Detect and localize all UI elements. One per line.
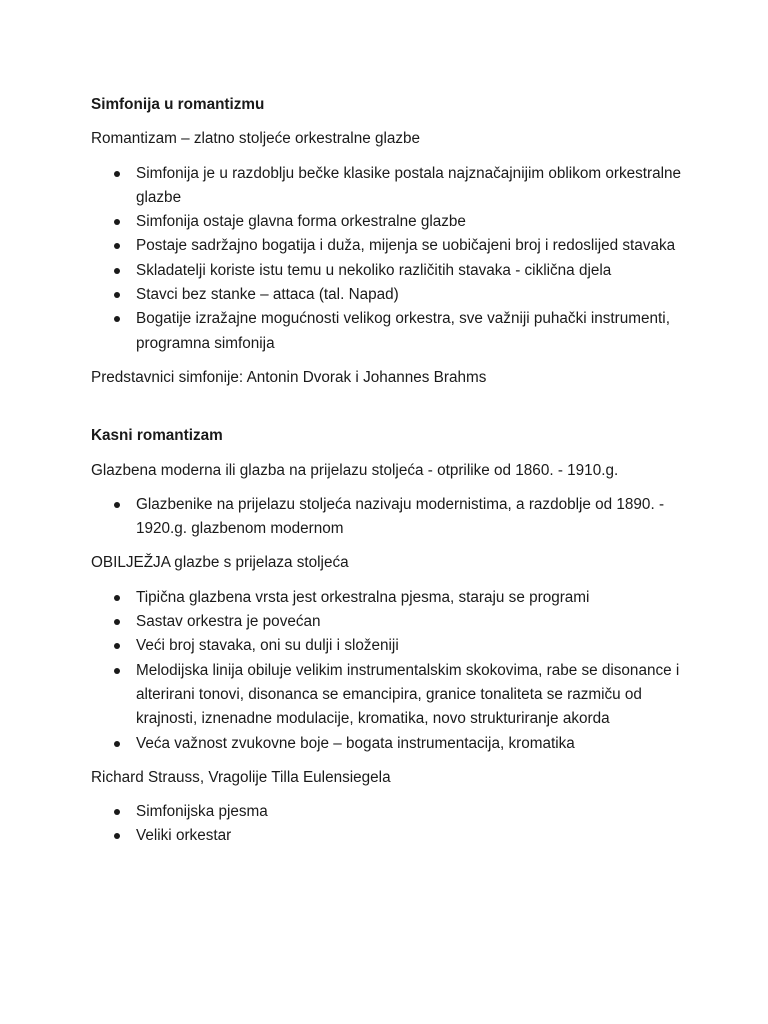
list-item [91, 259, 691, 283]
list-item [91, 800, 691, 824]
list-item-text: Stavci bez stanke – attaca (tal. Napad) [136, 286, 399, 304]
bullet-icon [114, 292, 120, 298]
list-item-text: Veća važnost zvukovne boje – bogata instrumentacija, kromatika [136, 734, 575, 752]
list-item [91, 307, 691, 356]
bullet-icon [114, 833, 120, 839]
bullet-icon [114, 171, 120, 177]
bullet-icon [114, 219, 120, 225]
bullet-icon [114, 268, 120, 274]
list-item [91, 586, 691, 610]
bullet-icon [114, 668, 120, 674]
features-title: OBILJEŽJA glazbe s prijelaza stoljeća [91, 554, 349, 572]
bullet-icon [114, 809, 120, 815]
list-item [91, 634, 691, 658]
document-content [91, 93, 691, 859]
list-item [91, 732, 691, 756]
blank-line [91, 400, 691, 424]
list-item [91, 162, 691, 211]
bullet-icon [114, 643, 120, 649]
list-item [91, 824, 691, 848]
list-item-text: Tipična glazbena vrsta jest orkestralna pjesma, staraju se programi [136, 588, 590, 606]
list-item-text: Simfonijska pjesma [136, 803, 268, 821]
list-item [91, 659, 691, 732]
bullet-icon [114, 595, 120, 601]
bullet-icon [114, 243, 120, 249]
representatives-paragraph: Predstavnici simfonije: Antonin Dvorak i Johannes Brahms [91, 368, 487, 386]
list-item-text: Bogatije izražajne mogućnosti velikog orkestra, sve važniji puhački instrumenti, programna simfonija [136, 310, 670, 352]
work-paragraph: Richard Strauss, Vragolije Tilla Eulensiegela [91, 768, 391, 786]
bullet-list-symphony [91, 162, 691, 356]
list-item [91, 234, 691, 258]
section-heading-romanticism: Simfonija u romantizmu [91, 96, 265, 113]
list-item-text: Glazbenike na prijelazu stoljeća nazivaju modernistima, a razdoblje od 1890. - 1920.g. glazbenom modernom [136, 495, 665, 538]
list-item-text: Sastav orkestra je povećan [136, 613, 321, 631]
section-heading-late-romanticism: Kasni romantizam [91, 427, 223, 445]
list-item-text: Skladatelji koriste istu temu u nekoliko različitih stavaka - ciklična djela [136, 261, 612, 279]
bullet-icon [114, 741, 120, 747]
bullet-list-features [91, 586, 691, 756]
list-item-text: Veći broj stavaka, oni su dulji i složeniji [136, 637, 399, 655]
list-item [91, 210, 691, 234]
bullet-icon [114, 502, 120, 508]
list-item-text: Melodijska linija obiluje velikim instrumentalskim skokovima, rabe se disonance i alterirani tonovi, disonanca se emancipira, granice tonaliteta se razmiču od krajnosti, iznenadne modulacije, kromatika, novo strukturiranje akorda [136, 661, 680, 728]
list-item [91, 493, 691, 542]
bullet-list-work [91, 800, 691, 849]
list-item-text: Simfonija je u razdoblju bečke klasike postala najznačajnijim oblikom orkestralne glazbe [136, 164, 682, 206]
list-item-text: Simfonija ostaje glavna forma orkestralne glazbe [136, 213, 466, 231]
bullet-icon [114, 316, 120, 322]
list-item-text: Postaje sadržajno bogatija i duža, mijenja se uobičajeni broj i redoslijed stavaka [136, 237, 676, 255]
list-item [91, 283, 691, 307]
modernism-intro-paragraph: Glazbena moderna ili glazba na prijelazu stoljeća - otprilike od 1860. - 1910.g. [91, 461, 619, 479]
list-item-text: Veliki orkestar [136, 827, 232, 845]
list-item [91, 610, 691, 634]
intro-paragraph: Romantizam – zlatno stoljeće orkestralne glazbe [91, 130, 421, 148]
bullet-icon [114, 619, 120, 625]
bullet-list-modernists [91, 493, 691, 542]
